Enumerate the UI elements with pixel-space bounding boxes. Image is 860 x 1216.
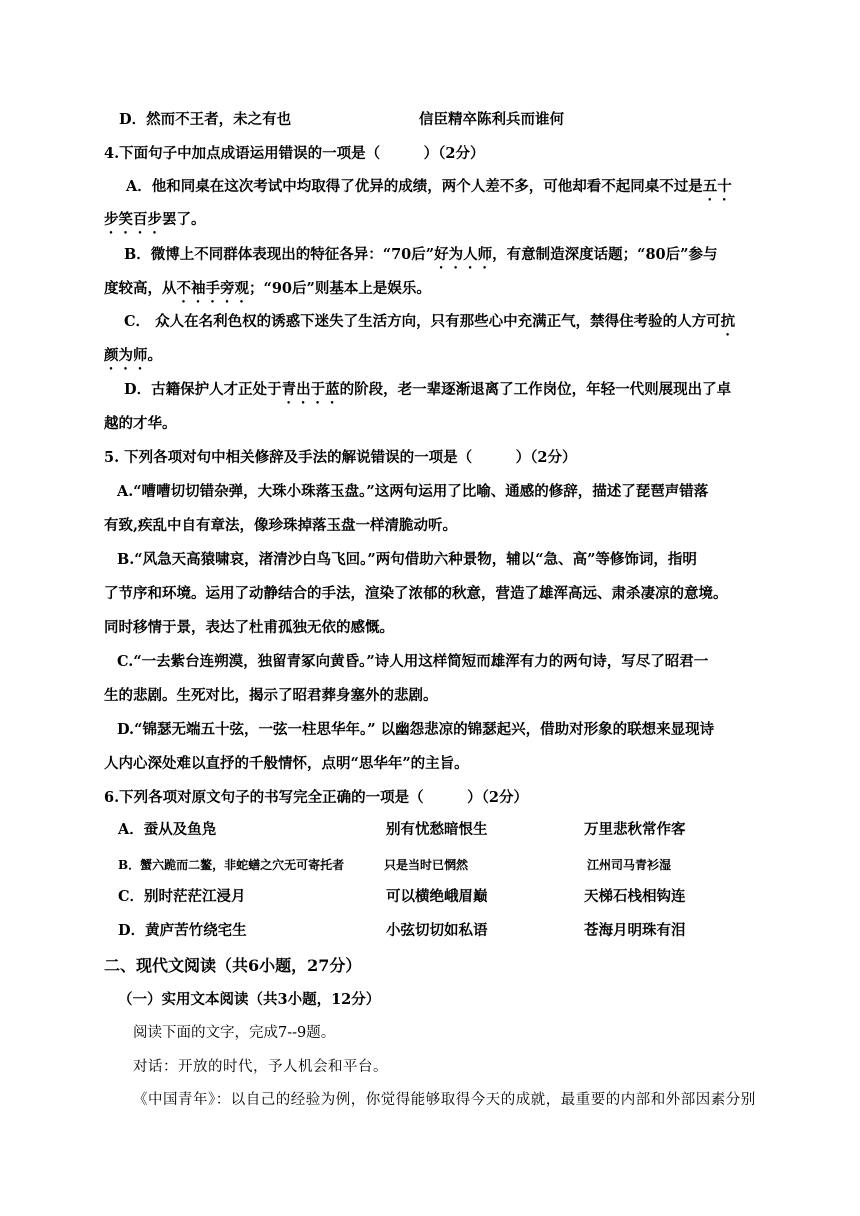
- q6-d-col2: 小弦切切如私语: [386, 922, 488, 939]
- reading-instruction: 阅读下面的文字，完成7--9题。: [133, 1025, 336, 1041]
- q4-stem: 4.下面句子中加点成语运用错误的一项是（ ）（2分）: [104, 145, 485, 162]
- q6-b-col2: 只是当时已惘然: [384, 858, 469, 872]
- section-heading: 二、现代文阅读（共6小题，27分）: [104, 956, 362, 975]
- q6-stem: 6.下列各项对原文句子的书写完全正确的一项是（ ）（2分）: [104, 789, 528, 806]
- interview-question: 《中国青年》：以自己的经验为例，你觉得能够取得今天的成就，最重要的内部和外部因素分别: [133, 1092, 756, 1108]
- q4-option-a-line1: A．他和同桌在这次考试中均取得了优异的成绩，两个人差不多，可他却看不起同桌不过是五十: [126, 178, 732, 195]
- q5-option-b-line3: 同时移情于景，表达了杜甫孤独无依的感慨。: [104, 619, 394, 636]
- q6-b-col3: 江州司马青衫湿: [587, 858, 672, 872]
- q3-option-d-right: 信臣精卒陈利兵而谁何: [419, 111, 564, 128]
- q6-d-col3: 苍海月明珠有泪: [584, 922, 686, 939]
- q5-option-d-line2: 人内心深处难以直抒的千般情怀，点明“思华年”的主旨。: [104, 755, 469, 772]
- q5-option-d-line1: D.“锦瑟无端五十弦，一弦一柱思华年。” 以幽怨悲凉的锦瑟起兴，借助对形象的联想来显现诗: [117, 721, 715, 738]
- q5-option-c-line2: 生的悲剧。生死对比，揭示了昭君葬身塞外的悲剧。: [104, 687, 438, 704]
- q6-a-col2: 别有忧愁暗恨生: [386, 821, 488, 838]
- q4-option-c-line2: 颜为师。: [104, 347, 162, 364]
- q4-option-c-line1: C． 众人在名利色权的诱惑下迷失了生活方向，只有那些心中充满正气，禁得住考验的人方可抗: [124, 313, 736, 330]
- q6-d-col1: D．黄庐苦竹绕宅生: [118, 922, 247, 939]
- q4-option-d-line2: 越的才华。: [104, 415, 177, 432]
- q6-b-col1: B．蟹六跪而二鳌，非蛇蟮之穴无可寄托者: [118, 858, 345, 872]
- q5-option-b-line2: 了节序和环境。运用了动静结合的手法，渲染了浓郁的秋意，营造了雄浑高远、肃杀凄凉的意境。: [104, 585, 728, 602]
- q6-a-col3: 万里悲秋常作客: [584, 821, 686, 838]
- q4-option-b-line2: 度较高，从不袖手旁观；“90后”则基本上是娱乐。: [104, 280, 431, 297]
- q5-option-c-line1: C.“一去紫台连朔漠，独留青冢向黄昏。”诗人用这样简短而雄浑有力的两句诗，写尽了昭君一: [117, 653, 709, 670]
- q5-option-b-line1: B.“风急天高猿啸哀，渚清沙白鸟飞回。”两句借助六种景物，辅以“急、高”等修饰词，指明: [117, 551, 697, 568]
- q5-option-a-line1: A.“嘈嘈切切错杂弹，大珠小珠落玉盘。”这两句运用了比喻、通感的修辞，描述了琵琶声错落: [117, 483, 709, 500]
- q3-option-d: D．然而不王者，未之有也: [119, 111, 292, 128]
- q6-c-col2: 可以横绝峨眉巅: [386, 888, 488, 905]
- q6-c-col3: 天梯石栈相钩连: [584, 888, 686, 905]
- q4-option-b-line1: B．微博上不同群体表现出的特征各异：“70后”好为人师，有意制造深度话题；“80后”参与: [124, 246, 718, 263]
- q4-option-a-line2: 步笑百步罢了。: [104, 211, 206, 228]
- q6-c-col1: C．别时茫茫江浸月: [118, 888, 246, 905]
- q5-stem: 5. 下列各项对句中相关修辞及手法的解说错误的一项是（ ）（2分）: [104, 449, 577, 466]
- q6-a-col1: A．蚕从及鱼凫: [118, 821, 217, 838]
- subsection-heading: （一）实用文本阅读（共3小题，12分）: [118, 991, 381, 1008]
- dialog-title: 对话：开放的时代，予人机会和平台。: [133, 1059, 388, 1075]
- q5-option-a-line2: 有致,疾乱中自有章法，像珍珠掉落玉盘一样清脆动听。: [104, 517, 458, 534]
- q4-option-d-line1: D．古籍保护人才正处于青出于蓝的阶段，老一辈逐渐退离了工作岗位，年轻一代则展现出了卓: [124, 381, 732, 398]
